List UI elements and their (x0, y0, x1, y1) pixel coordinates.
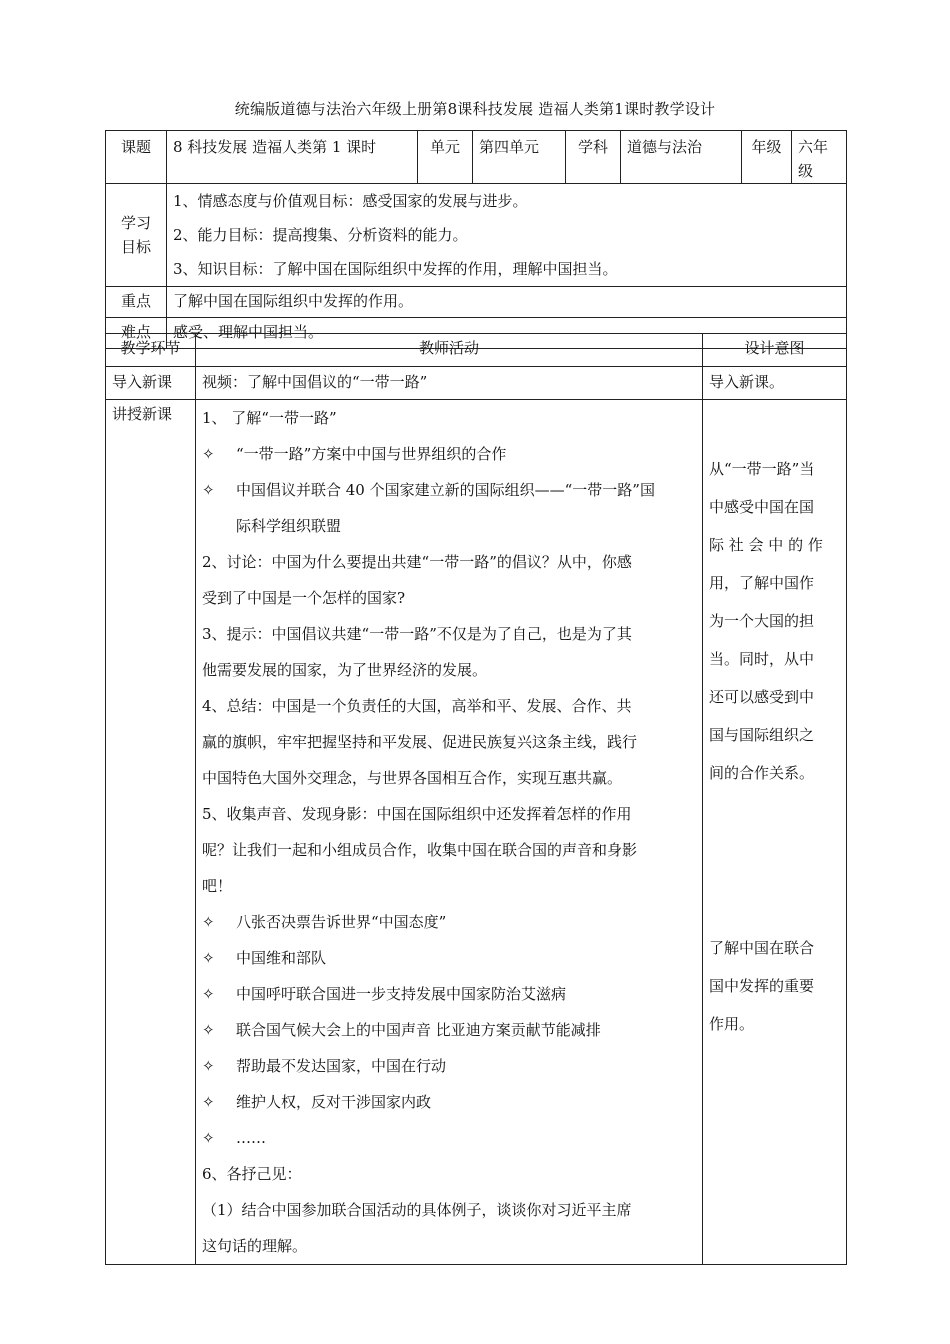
design-line: 间的合作关系。 (709, 764, 815, 782)
objective-item: 1、情感态度与价值观目标：感受国家的发展与进步。 (173, 192, 528, 210)
bullet-item (202, 1048, 696, 1084)
teacher-header: 教师活动 (196, 334, 703, 367)
text-line: 受到了中国是一个怎样的国家? (202, 589, 406, 607)
design-line: 中感受中国在国 (709, 498, 815, 516)
text-line: 中国特色大国外交理念，与世界各国相互合作，实现互惠共赢。 (202, 769, 623, 787)
text-line: 赢的旗帜，牢牢把握坚持和平发展、促进民族复兴这条主线，践行 (202, 733, 638, 751)
design-line: 为一个大国的担 (709, 612, 815, 630)
difficulty-value: 感受、理解中国担当。 (167, 318, 847, 349)
text-line: 5、收集声音、发现身影：中国在国际组织中还发挥着怎样的作用 (202, 805, 632, 823)
main-stage: 讲授新课 (106, 400, 196, 1265)
subject-label: 学科 (566, 131, 621, 184)
text-line: 4、总结：中国是一个负责任的大国，高举和平、发展、合作、共 (202, 697, 632, 715)
text-line: 6、各抒己见： (202, 1165, 302, 1183)
objectives-row (106, 184, 847, 287)
design-block-1 (709, 450, 840, 792)
diamond-bullet-icon: ✧ (202, 1057, 215, 1075)
diamond-bullet-icon: ✧ (202, 913, 215, 931)
unit-label: 单元 (418, 131, 473, 184)
text-line: 吧！ (202, 877, 233, 895)
objectives-label (106, 184, 167, 287)
bullet-text: …… (236, 1129, 266, 1147)
design-line: 际 社 会 中 的 作 (709, 536, 823, 554)
bullet-item (202, 976, 696, 1012)
bullet-text: 维护人权，反对干涉国家内政 (236, 1093, 432, 1111)
main-row (106, 400, 847, 1265)
text-line: 3、提示：中国倡议共建“一带一路”不仅是为了自己，也是为了其 (202, 625, 632, 643)
bullet-text: 中国倡议并联合 40 个国家建立新的国际组织——“一带一路”国 (236, 481, 655, 499)
header-row (106, 131, 847, 184)
diamond-bullet-icon: ✧ (202, 1093, 215, 1111)
key-point-value: 了解中国在国际组织中发挥的作用。 (167, 287, 847, 318)
design-header: 设计意图 (703, 334, 847, 367)
objective-item: 3、知识目标：了解中国在国际组织中发挥的作用，理解中国担当。 (173, 260, 618, 278)
bullet-item (202, 904, 696, 940)
diamond-bullet-icon: ✧ (202, 445, 215, 463)
design-line: 了解中国在联合 (709, 939, 815, 957)
bullet-item (202, 1012, 696, 1048)
bullet-item (202, 940, 696, 976)
text-line: 2、讨论：中国为什么要提出共建“一带一路”的倡议？从中，你感 (202, 553, 632, 571)
objectives-label-line1: 学习 (120, 214, 151, 232)
objectives-label-line2: 目标 (120, 238, 151, 256)
design-block-2 (709, 929, 840, 1043)
design-line: 用，了解中国作 (709, 574, 815, 592)
intro-row (106, 367, 847, 400)
design-line: 还可以感受到中 (709, 688, 815, 706)
bullet-item (202, 1084, 696, 1120)
design-line: 从“一带一路”当 (709, 460, 815, 478)
bullet-text: 联合国气候大会上的中国声音 比亚迪方案贡献节能减排 (236, 1021, 601, 1039)
bullet-item (202, 472, 696, 508)
header-table (105, 130, 847, 349)
design-line: 国与国际组织之 (709, 726, 815, 744)
diamond-bullet-icon: ✧ (202, 481, 215, 499)
design-line: 作用。 (709, 1015, 755, 1033)
text-line: 1、 了解“一带一路” (202, 409, 337, 427)
intro-design: 导入新课。 (703, 367, 847, 400)
text-line: （1）结合中国参加联合国活动的具体例子，谈谈你对习近平主席 (202, 1201, 632, 1219)
design-line: 国中发挥的重要 (709, 977, 815, 995)
bullet-text: 八张否决票告诉世界“中国态度” (236, 913, 447, 931)
text-line: 他需要发展的国家，为了世界经济的发展。 (202, 661, 488, 679)
unit-value: 第四单元 (473, 131, 566, 184)
main-design (703, 400, 847, 1265)
diamond-bullet-icon: ✧ (202, 985, 215, 1003)
main-teacher (196, 400, 703, 1265)
text-line: 这句话的理解。 (202, 1237, 308, 1255)
diamond-bullet-icon: ✧ (202, 1021, 215, 1039)
grade-label: 年级 (742, 131, 792, 184)
lesson-label: 课题 (106, 131, 167, 184)
text-line: 呢？让我们一起和小组成员合作，收集中国在联合国的声音和身影 (202, 841, 638, 859)
document-title: 统编版道德与法治六年级上册第8课科技发展 造福人类第1课时教学设计 (234, 100, 716, 118)
bullet-item (202, 1120, 696, 1156)
intro-teacher: 视频：了解中国倡议的“一带一路” (196, 367, 703, 400)
key-point-row (106, 287, 847, 318)
objective-item: 2、能力目标：提高搜集、分析资料的能力。 (173, 226, 468, 244)
objectives-list (167, 184, 847, 287)
lesson-value: 8 科技发展 造福人类第 1 课时 (167, 131, 418, 184)
column-header-row (106, 334, 847, 367)
design-line: 当。同时，从中 (709, 650, 815, 668)
bullet-text: 中国呼吁联合国进一步支持发展中国家防治艾滋病 (236, 985, 567, 1003)
diamond-bullet-icon: ✧ (202, 1129, 215, 1147)
difficulty-label: 难点 (106, 318, 167, 349)
teaching-table (105, 333, 847, 1265)
bullet-text: “一带一路”方案中中国与世界组织的合作 (236, 445, 507, 463)
text-line: 际科学组织联盟 (236, 517, 342, 535)
subject-value: 道德与法治 (621, 131, 742, 184)
grade-value: 六年级 (792, 131, 847, 184)
bullet-text: 中国维和部队 (236, 949, 327, 967)
stage-header: 教学环节 (106, 334, 196, 367)
bullet-item (202, 436, 696, 472)
diamond-bullet-icon: ✧ (202, 949, 215, 967)
bullet-text: 帮助最不发达国家，中国在行动 (236, 1057, 447, 1075)
key-point-label: 重点 (106, 287, 167, 318)
intro-stage: 导入新课 (106, 367, 196, 400)
